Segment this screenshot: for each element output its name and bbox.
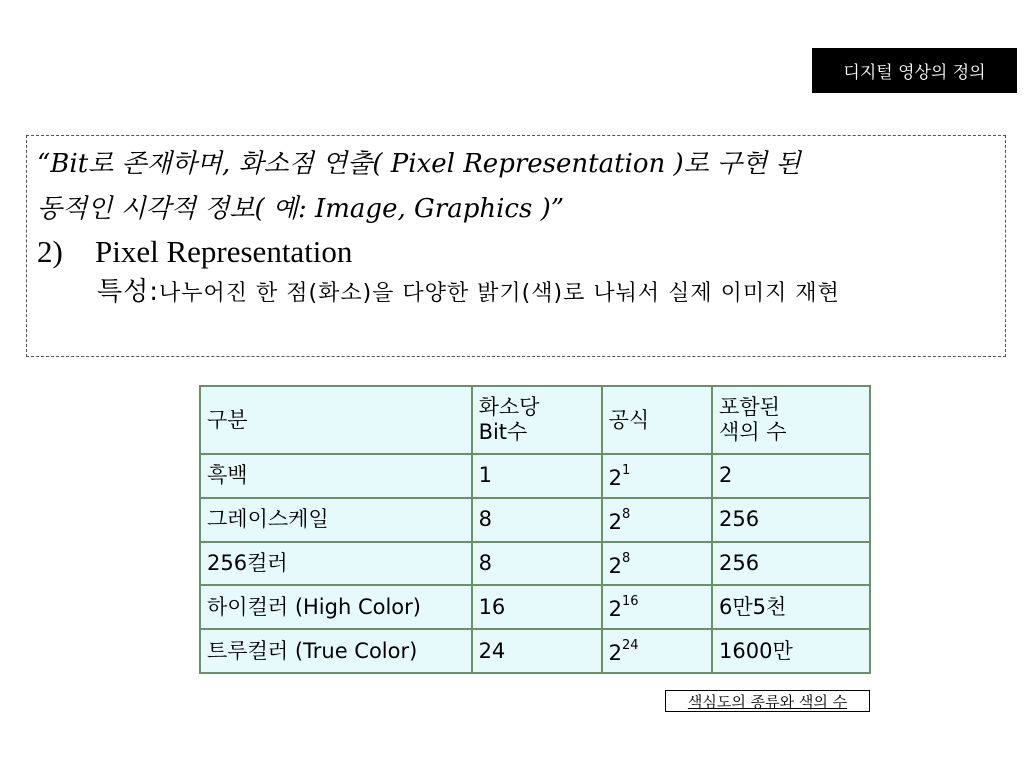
formula-exponent: 8 [621, 550, 631, 566]
row-category: 256컬러 [200, 542, 472, 586]
header-bits-line2: Bit수 [478, 420, 528, 445]
row-formula [602, 542, 712, 586]
header-formula: 공식 [602, 386, 712, 454]
row-formula [602, 585, 712, 629]
formula-exponent: 24 [621, 638, 639, 654]
formula-base: 2 [608, 465, 622, 490]
table-header-row [200, 386, 870, 454]
row-category: 흑백 [200, 454, 472, 498]
formula-base: 2 [608, 553, 622, 578]
formula-exponent: 16 [621, 594, 639, 610]
header-bits-line1: 화소당 [478, 395, 540, 420]
feature-text: 나누어진 한 점(화소)을 다양한 밝기(색)로 나눠서 실제 이미지 재현 [159, 281, 840, 306]
table-row [200, 454, 870, 498]
header-colors-line2: 색의 수 [719, 420, 787, 445]
row-bits: 8 [472, 542, 602, 586]
color-depth-table [199, 385, 871, 674]
heading-number: 2) [37, 234, 63, 269]
row-bits: 16 [472, 585, 602, 629]
header-bits [472, 386, 602, 454]
table-row [200, 542, 870, 586]
row-bits: 8 [472, 498, 602, 542]
feature-label: 특성: [97, 277, 159, 307]
row-bits: 1 [472, 454, 602, 498]
quote-line-2: 동적인 시각적 정보( 예: Image, Graphics )” [37, 194, 564, 224]
row-category: 트루컬러 (True Color) [200, 629, 472, 673]
row-formula [602, 454, 712, 498]
heading-text: Pixel Representation [95, 234, 353, 269]
row-colors: 256 [712, 542, 870, 586]
formula-base: 2 [608, 641, 622, 666]
section-heading [37, 234, 352, 270]
definition-box [26, 135, 1006, 357]
table-row [200, 629, 870, 673]
header-colors [712, 386, 870, 454]
formula-exponent: 1 [621, 462, 631, 478]
row-colors: 256 [712, 498, 870, 542]
formula-exponent: 8 [621, 506, 631, 522]
row-colors: 1600만 [712, 629, 870, 673]
feature-description [97, 276, 997, 310]
row-colors: 6만5천 [712, 585, 870, 629]
row-category: 그레이스케일 [200, 498, 472, 542]
row-category: 하이컬러 (High Color) [200, 585, 472, 629]
row-formula [602, 629, 712, 673]
table-row [200, 498, 870, 542]
row-bits: 24 [472, 629, 602, 673]
formula-base: 2 [608, 597, 622, 622]
formula-base: 2 [608, 509, 622, 534]
table-caption: 색심도의 종류와 색의 수 [665, 690, 870, 712]
slide-title: 디지털 영상의 정의 [812, 48, 1017, 93]
table-row [200, 585, 870, 629]
definition-quote [37, 142, 997, 232]
header-colors-line1: 포함된 [719, 395, 780, 420]
row-colors: 2 [712, 454, 870, 498]
quote-line-1: “Bit로 존재하며, 화소점 연출( Pixel Representation )로 구현 된 [37, 149, 801, 179]
row-formula [602, 498, 712, 542]
header-category: 구분 [200, 386, 472, 454]
